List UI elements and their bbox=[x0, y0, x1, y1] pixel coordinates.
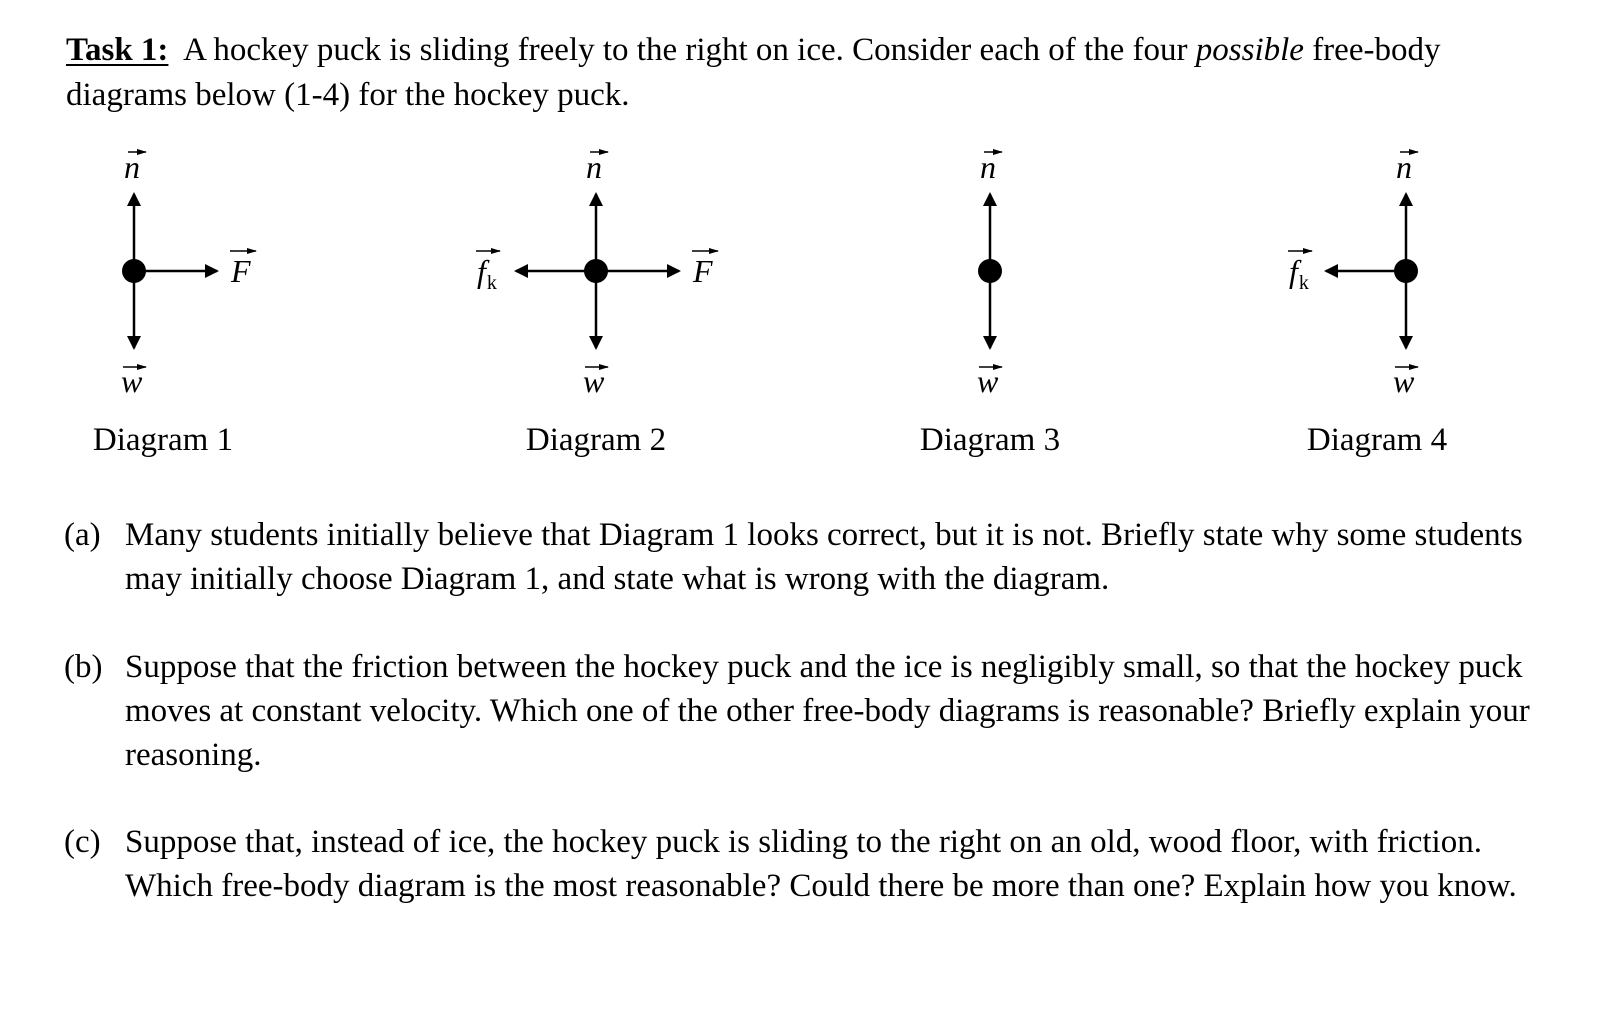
normal-symbol: n bbox=[586, 149, 602, 185]
weight-symbol: w bbox=[1393, 363, 1415, 399]
friction-force-label bbox=[476, 251, 500, 294]
task-emphasis: possible bbox=[1195, 32, 1304, 68]
question-c bbox=[64, 820, 1564, 908]
weight-symbol: w bbox=[977, 363, 999, 399]
question-b-text: Suppose that the friction between the hockey puck and the ice is negligibly small, so that the hockey puck moves at constant velocity. Which one of the other free-body diagrams is reasonable? Briefly explain your reasoning. bbox=[125, 649, 1530, 773]
applied-force-label bbox=[230, 251, 256, 289]
weight-force-label bbox=[977, 363, 1002, 399]
diagram-2-caption: Diagram 2 bbox=[525, 422, 667, 458]
applied-symbol: F bbox=[693, 253, 713, 289]
diagram-3-caption: Diagram 3 bbox=[919, 422, 1061, 458]
diagram-3 bbox=[920, 149, 1060, 458]
friction-force-vector bbox=[1288, 251, 1406, 294]
diagram-1-caption: Diagram 1 bbox=[92, 422, 234, 458]
normal-symbol: n bbox=[980, 149, 996, 185]
task-heading bbox=[66, 28, 1546, 118]
normal-force-label bbox=[124, 149, 146, 185]
free-body-diagrams-figure bbox=[0, 130, 1602, 480]
friction-force-vector bbox=[476, 251, 596, 294]
diagram-4 bbox=[1288, 149, 1447, 458]
normal-symbol: n bbox=[124, 149, 140, 185]
normal-force-label bbox=[980, 149, 1002, 185]
normal-force-vector bbox=[586, 149, 608, 271]
normal-force-label bbox=[1396, 149, 1418, 185]
weight-force-label bbox=[121, 363, 146, 399]
normal-force-vector bbox=[980, 149, 1002, 271]
diagram-2 bbox=[476, 149, 718, 458]
puck-dot bbox=[584, 259, 608, 283]
friction-force-label bbox=[1288, 251, 1312, 294]
friction-symbol: $f_k$ bbox=[1289, 253, 1309, 294]
question-a bbox=[64, 513, 1564, 601]
applied-symbol: F bbox=[231, 253, 251, 289]
normal-force-vector bbox=[1396, 149, 1418, 271]
question-a-letter: (a) bbox=[64, 517, 101, 553]
puck-dot bbox=[122, 259, 146, 283]
question-c-text: Suppose that, instead of ice, the hockey puck is sliding to the right on an old, wood floor, with friction. Which free-body diagram is the most reasonable? Could there be more than one? Explain how you know. bbox=[125, 824, 1517, 904]
weight-symbol: w bbox=[121, 363, 143, 399]
puck-dot bbox=[978, 259, 1002, 283]
diagram-4-caption: Diagram 4 bbox=[1306, 422, 1448, 458]
weight-force-vector bbox=[977, 271, 1002, 399]
applied-force-label bbox=[692, 251, 718, 289]
diagram-1 bbox=[93, 149, 256, 458]
task-label: Task 1: bbox=[66, 32, 169, 68]
puck-dot bbox=[1394, 259, 1418, 283]
friction-symbol: $f_k$ bbox=[477, 253, 497, 294]
question-c-letter: (c) bbox=[64, 824, 101, 860]
weight-force-vector bbox=[121, 271, 146, 399]
normal-force-label bbox=[586, 149, 608, 185]
weight-force-vector bbox=[1393, 271, 1418, 399]
weight-force-vector bbox=[583, 271, 608, 399]
normal-force-vector bbox=[124, 149, 146, 271]
question-a-text: Many students initially believe that Diagram 1 looks correct, but it is not. Briefly state why some students may initially choose Diagram 1, and state what is wrong with the diagram. bbox=[125, 517, 1523, 597]
question-b bbox=[64, 645, 1564, 777]
applied-force-vector bbox=[134, 251, 256, 289]
weight-force-label bbox=[583, 363, 608, 399]
question-b-letter: (b) bbox=[64, 649, 103, 685]
task-intro: A hockey puck is sliding freely to the right on ice. Consider each of the four bbox=[183, 32, 1188, 68]
weight-symbol: w bbox=[583, 363, 605, 399]
applied-force-vector bbox=[596, 251, 718, 289]
task-intro-cont: free-body diagrams below (1-4) for the hockey puck. bbox=[66, 32, 1441, 113]
weight-force-label bbox=[1393, 363, 1418, 399]
normal-symbol: n bbox=[1396, 149, 1412, 185]
